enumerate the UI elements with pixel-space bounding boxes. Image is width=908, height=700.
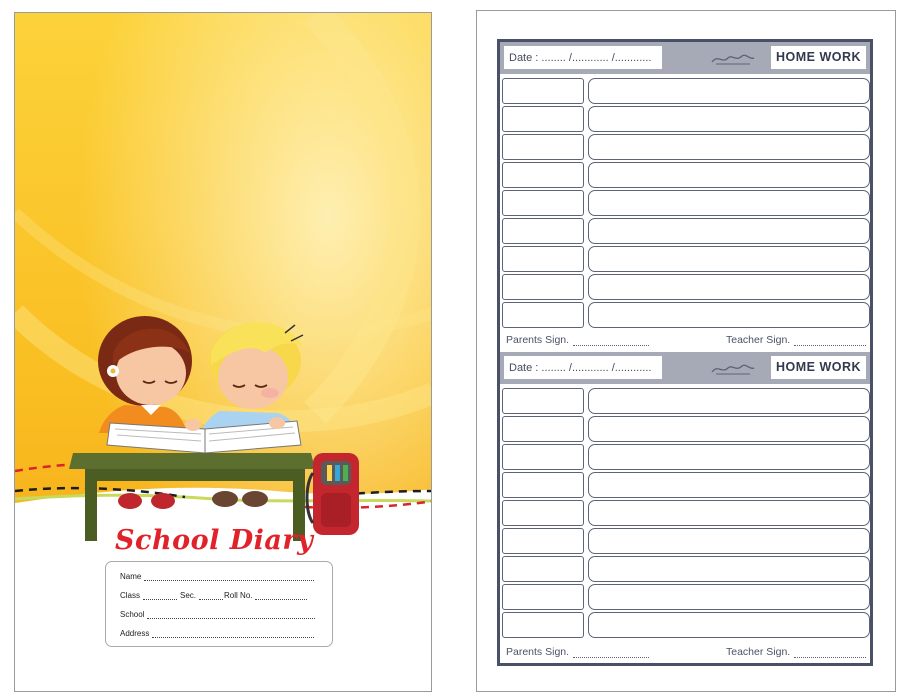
task-cell[interactable]: [588, 556, 870, 582]
parents-sign: [506, 334, 649, 346]
teacher-sign: [726, 334, 866, 346]
subject-cell[interactable]: [502, 134, 584, 160]
teacher-sign-label: Teacher Sign.: [726, 646, 791, 658]
homework-header: [500, 352, 870, 384]
subject-cell[interactable]: [502, 584, 584, 610]
homework-page: [476, 10, 896, 692]
task-cell[interactable]: [588, 302, 870, 328]
parents-sign: [506, 646, 649, 658]
task-cell[interactable]: [588, 134, 870, 160]
task-cell[interactable]: [588, 528, 870, 554]
task-cell[interactable]: [588, 162, 870, 188]
task-cell[interactable]: [588, 246, 870, 272]
sec-label: Sec.: [180, 591, 197, 600]
address-line[interactable]: [152, 630, 314, 638]
subject-cell[interactable]: [502, 274, 584, 300]
subject-cell[interactable]: [502, 444, 584, 470]
parents-sign-label: Parents Sign.: [506, 334, 570, 346]
school-label: School: [120, 610, 145, 619]
subject-cell[interactable]: [502, 416, 584, 442]
task-cell[interactable]: [588, 612, 870, 638]
task-cell[interactable]: [588, 444, 870, 470]
subject-cell[interactable]: [502, 162, 584, 188]
task-cell[interactable]: [588, 388, 870, 414]
date-field[interactable]: Date : ........ /............ /............: [504, 46, 662, 69]
task-cell[interactable]: [588, 190, 870, 216]
school-row: [120, 610, 315, 619]
teacher-sign-label: Teacher Sign.: [726, 334, 791, 346]
parents-sign-label: Parents Sign.: [506, 646, 570, 658]
subject-cell[interactable]: [502, 528, 584, 554]
teacher-sign-line[interactable]: [794, 648, 866, 658]
date-field[interactable]: Date : ........ /............ /............: [504, 356, 662, 379]
task-cell[interactable]: [588, 416, 870, 442]
subject-cell[interactable]: [502, 190, 584, 216]
task-cell[interactable]: [588, 274, 870, 300]
homework-header: [500, 42, 870, 74]
name-row: [120, 572, 314, 581]
school-line[interactable]: [147, 611, 315, 619]
subject-cell[interactable]: [502, 78, 584, 104]
student-details-box: [105, 561, 333, 647]
scribble-icon: [710, 360, 755, 376]
teacher-sign: [726, 646, 866, 658]
subject-cell[interactable]: [502, 246, 584, 272]
homework-block-1: [500, 42, 870, 352]
name-label: Name: [120, 572, 142, 581]
scribble-icon: [710, 50, 755, 66]
subject-cell[interactable]: [502, 556, 584, 582]
diary-cover: [14, 12, 432, 692]
class-label: Class: [120, 591, 141, 600]
subject-cell[interactable]: [502, 500, 584, 526]
subject-cell[interactable]: [502, 302, 584, 328]
task-cell[interactable]: [588, 106, 870, 132]
subject-cell[interactable]: [502, 472, 584, 498]
homework-title: HOME WORK: [771, 356, 866, 379]
task-cell[interactable]: [588, 472, 870, 498]
cover-title: School Diary: [115, 525, 314, 556]
subject-cell[interactable]: [502, 218, 584, 244]
subject-cell[interactable]: [502, 388, 584, 414]
address-row: [120, 629, 314, 638]
task-cell[interactable]: [588, 500, 870, 526]
sec-line[interactable]: [199, 592, 223, 600]
class-line[interactable]: [143, 592, 177, 600]
teacher-sign-line[interactable]: [794, 336, 866, 346]
task-cell[interactable]: [588, 218, 870, 244]
class-row: [120, 591, 307, 600]
roll-line[interactable]: [255, 592, 307, 600]
parents-sign-line[interactable]: [573, 336, 649, 346]
task-cell[interactable]: [588, 584, 870, 610]
subject-cell[interactable]: [502, 612, 584, 638]
name-line[interactable]: [144, 573, 314, 581]
homework-title: HOME WORK: [771, 46, 866, 69]
parents-sign-line[interactable]: [573, 648, 649, 658]
homework-block-2: [500, 352, 870, 663]
homework-frame: [497, 39, 873, 666]
address-label: Address: [120, 629, 150, 638]
roll-label: Roll No.: [224, 591, 253, 600]
subject-cell[interactable]: [502, 106, 584, 132]
task-cell[interactable]: [588, 78, 870, 104]
